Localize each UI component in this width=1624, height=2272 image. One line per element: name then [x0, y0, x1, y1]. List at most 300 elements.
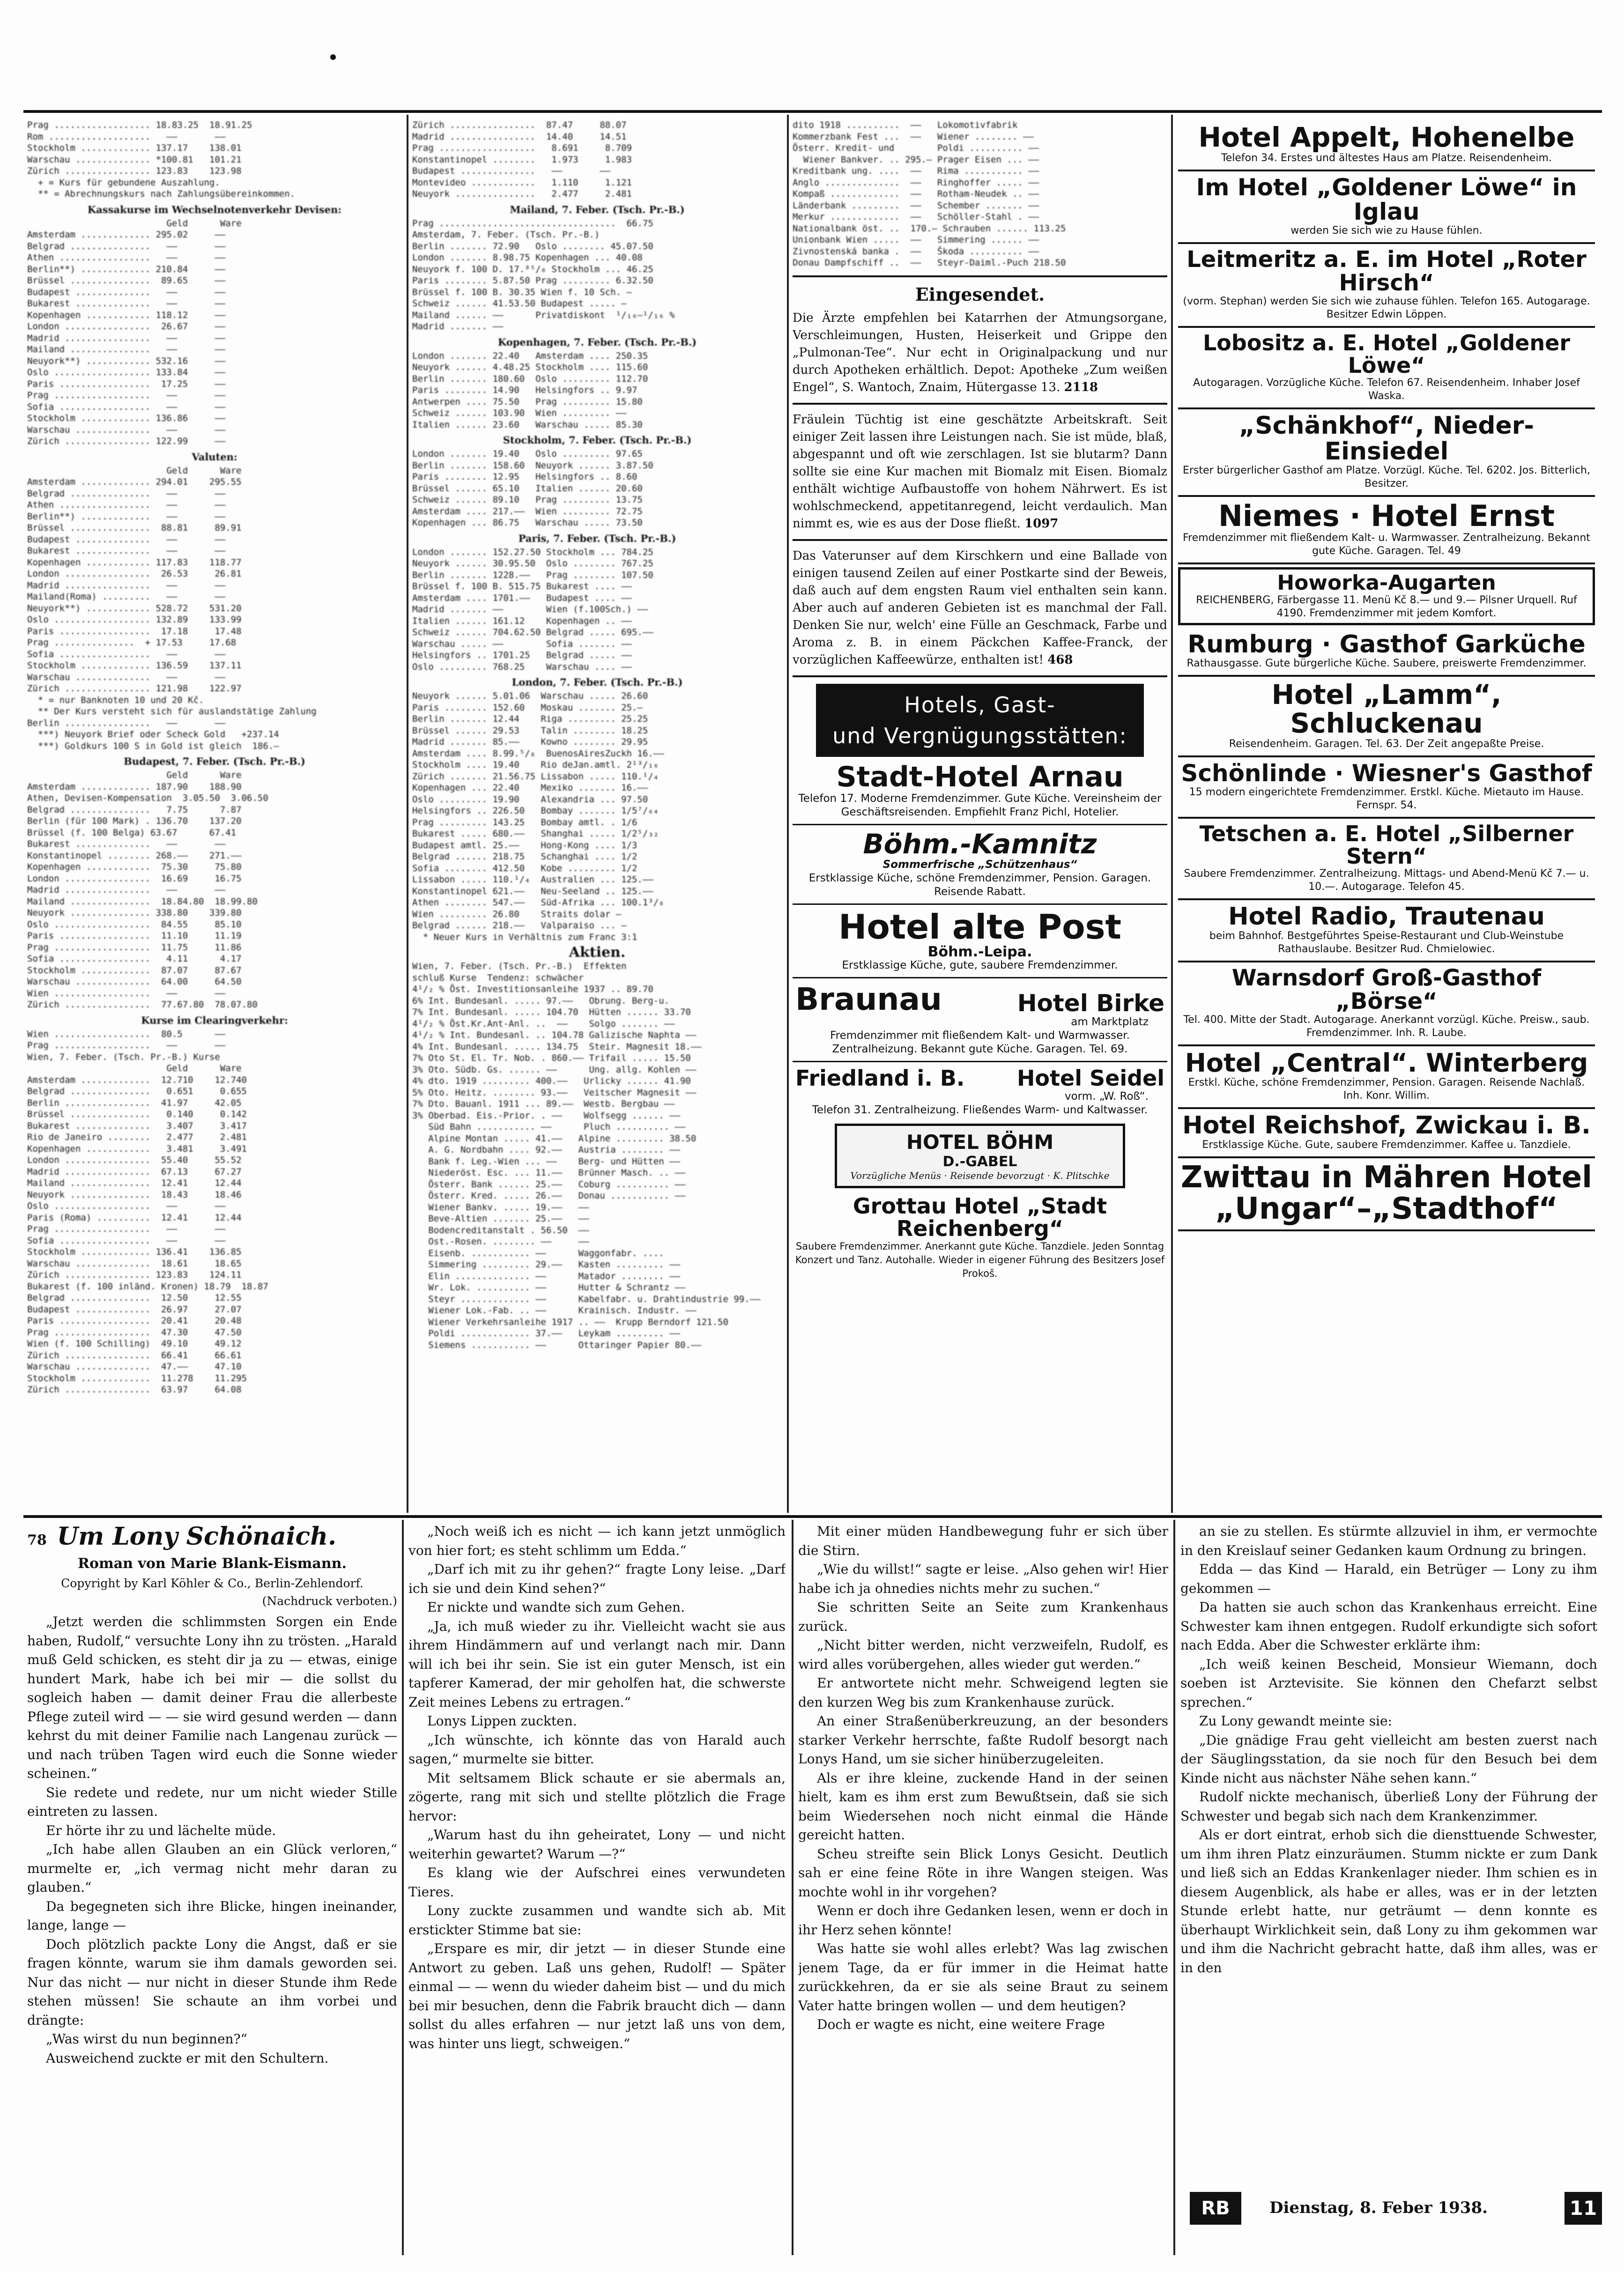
rate-row: Neuyork**) ............ 532.16 ——: [27, 355, 226, 366]
top-rule: [23, 110, 1602, 113]
divider: [793, 824, 1167, 825]
rate-row: Sofia ................. 4.11 4.17: [27, 954, 242, 964]
rate-row: Oslo .................. 133.84 ——: [27, 367, 226, 377]
rate-row: Zürich ....... 21.56.75 Lissabon ..... 110.¹/₄: [412, 771, 659, 782]
novel-paragraph: Da hatten sie auch schon das Krankenhaus erreicht. Eine Schwester kam ihnen entgegen. Rudolf erkundigte sich sofort nach Edda. Aber die Schwester erklärte ihm:: [1180, 1599, 1597, 1653]
rate-row: Stockholm ............. 137.17 138.01: [27, 143, 242, 153]
novel-paragraph: „Ich habe allen Glauben an ein Glück verloren,“ murmelte er, „ich vermag nicht mehr daran zu glauben.“: [27, 1842, 397, 1895]
rate-row: London ....... 22.40 Amsterdam .... 250.35: [412, 350, 648, 361]
hotel-ad: [1178, 244, 1595, 328]
rate-row: Paris ........ 14.90 Helsingfors .. 9.97: [412, 385, 638, 395]
hotel-ad-title: Zwittau in Mähren Hotel „Ungar“–„Stadthof“: [1180, 1160, 1593, 1227]
novel-paragraph: „Die gnädige Frau geht vielleicht am besten zuerst nach der Säuglingsstation, da sie noch für den Besuch bei dem Kinde nicht aus nächster Nähe sehen kann.“: [1180, 1732, 1597, 1786]
rate-row: Berlin**) ............. —— ——: [27, 511, 226, 522]
stock-row: Niederöst. Esc. ... 11.—— Brünner Masch. .. ——: [412, 1168, 686, 1178]
column-separator: [407, 115, 408, 1513]
rate-row: Amsterdam .... 217.—— Wien ......... 72.75: [412, 506, 643, 517]
ad-title: Grottau Hotel „Stadt Reichenberg“: [853, 1193, 1107, 1241]
novel-paragraph: „Ja, ich muß wieder zu ihr. Vielleicht wacht sie aus ihrem Hindämmern auf und verlangt nach mir. Dann will ich bei ihr sein. Sie ist ein guter Mensch, ist ein tapferer Kamerad, der mir geholfen hat, die schwerste Zeit meines Lebens zu ertragen.“: [408, 1618, 786, 1710]
rate-row: London ................ 26.53 26.81: [27, 569, 242, 579]
ad-subtitle: Sommerfrische „Schützenhaus“: [882, 858, 1077, 871]
rates-block: [412, 218, 782, 333]
rate-row: Bukarest (f. 100 inländ. Kronen) 18.79 18.87: [27, 1281, 268, 1292]
novel-header: [27, 1522, 397, 1551]
rates-heading: Budapest, 7. Feber. (Tsch. Pr.-B.): [124, 755, 305, 767]
hotel-ad: [1178, 900, 1595, 962]
rate-row: Berlin ....... 12.44 Riga ......... 25.25: [412, 714, 648, 724]
rate-row: London ................ 26.67 ——: [27, 321, 226, 332]
rate-row: Kopenhagen ... 22.40 Mexiko ....... 16.——: [412, 783, 648, 793]
rates-block: [27, 229, 402, 447]
rates-heading: Mailand, 7. Feber. (Tsch. Pr.-B.): [510, 203, 685, 215]
rate-row: Berlin ....... 180.60 Oslo ......... 112.70: [412, 373, 648, 384]
stock-row: Kommerzbank Fest ... —— Wiener ........ ——: [793, 131, 1034, 142]
rate-row: Schweiz ...... 704.62.50 Belgrad ..... 695.——: [412, 627, 653, 637]
rate-row: Paris ................. 20.41 20.48: [27, 1316, 242, 1326]
ad-title: Braunau: [795, 981, 942, 1017]
novel-text: [27, 1613, 397, 2068]
rate-row: Athen ................. —— ——: [27, 500, 226, 510]
hotel-ad-title: Tetschen a. E. Hotel „Silberner Stern“: [1199, 821, 1574, 869]
rate-row: Oslo .................. 84.55 85.10: [27, 919, 242, 930]
stock-row: Eisenb. ........... —— Waggonfabr. ....: [412, 1248, 664, 1258]
hotel-ad: [1178, 409, 1595, 497]
rate-row: Sofia ........ 412.50 Kobe ......... 1/2: [412, 863, 638, 873]
hotel-ad-title: Hotel Reichshof, Zwickau i. B.: [1182, 1111, 1591, 1140]
rate-row: ** = Abrechnungskurs nach Zahlungsübereinkommen.: [27, 189, 295, 199]
rate-row: Brüssel ............... 89.65 ——: [27, 275, 226, 286]
rate-row: Brüssel ............... 88.81 89.91: [27, 523, 242, 533]
stock-row: 6% Int. Bundesanl. ..... 97.—— Obrung. Berg-u.: [412, 995, 670, 1006]
novel-paragraph: Es klang wie der Aufschrei eines verwundeten Tieres.: [408, 1865, 786, 1900]
novel-paragraph: Wenn er doch ihre Gedanken lesen, wenn er doch in ihr Herz sehen könnte!: [798, 1903, 1168, 1938]
rate-row: * Neuer Kurs in Verhältnis zum Franc 3:1: [412, 932, 638, 942]
hotel-ad-title: Hotel Radio, Trautenau: [1228, 903, 1545, 931]
rates-block: [27, 1029, 402, 1396]
rate-row: Oslo ......... 768.25 Warschau .... ——: [412, 661, 632, 672]
rate-row: Belgrad ............... —— ——: [27, 241, 226, 252]
ad-title: Friedland i. B.: [795, 1066, 965, 1091]
hotel-ad: [1178, 1046, 1595, 1110]
divider: [793, 675, 1167, 677]
reprint-notice: (Nachdruck verboten.): [262, 1594, 397, 1608]
rate-row: Kopenhagen ............ 118.12 ——: [27, 310, 226, 320]
column-separator: [792, 1520, 793, 2255]
rate-row: Neuyork f. 100 D. 17.⁸⁵/₈ Stockholm ... 46.25: [412, 264, 653, 274]
rate-row: Italien ...... 161.12 Kopenhagen .. ——: [412, 615, 632, 626]
rate-row: ** Der Kurs versteht sich für auslandstätige Zahlung: [27, 706, 317, 717]
rate-row: Zürich ................ 122.99 ——: [27, 436, 226, 446]
ad-text: Erstklassige Küche, gute, saubere Fremdenzimmer.: [842, 959, 1118, 971]
rate-row: Neuyork ............... 18.43 18.46: [27, 1189, 242, 1200]
rate-row: Geld Ware: [27, 1063, 242, 1073]
stock-row: 7% Oto St. El. Tr. Nob. . 860.—— Trifail ..... 15.50: [412, 1053, 691, 1063]
rate-row: Neuyork ...... 30.95.50 Oslo ........ 767.25: [412, 558, 653, 569]
rate-row: Madrid ................ —— ——: [27, 580, 226, 591]
ad-braunau: [793, 983, 1167, 1015]
stock-row: Kompaß ............. —— Rotham-Neudek .. ——: [793, 189, 1039, 199]
stock-row: Österr. Bank ...... 25.—— Coburg .......... ——: [412, 1179, 686, 1190]
rate-row: Stockholm ............. 11.278 11.295: [27, 1373, 247, 1384]
rate-row: Wien ......... 26.80 Straits dolar —: [412, 909, 622, 919]
rate-row: Berlin ................ 41.97 42.05: [27, 1097, 242, 1108]
stock-row: Nationalbank öst. .. 170.— Schrauben ...... 113.25: [793, 223, 1066, 234]
hotel-ad: [1178, 757, 1595, 819]
novel-column-3: [798, 1522, 1168, 2262]
rate-row: + = Kurs für gebundene Auszahlung.: [27, 177, 220, 188]
rate-row: Kopenhagen ... 86.75 Warschau ..... 73.50: [412, 518, 643, 528]
hotel-ad-title: Howorka-Augarten: [1277, 570, 1496, 595]
stock-row: Wiener Bankv. ..... 19.—— ——: [412, 1202, 589, 1213]
rate-row: London ....... 8.98.75 Kopenhagen ... 40.08: [412, 252, 643, 263]
column-separator: [787, 115, 789, 1513]
rates-column-header: Geld Ware: [27, 465, 242, 476]
rates-heading: Stockholm, 7. Feber. (Tsch. Pr.-B.): [503, 434, 692, 446]
rate-row: Belgrad ............... 12.50 12.55: [27, 1293, 242, 1303]
rate-row: London ....... 152.27.50 Stockholm ... 784.25: [412, 547, 653, 557]
stock-row: 4% dto. 1919 ......... 400.—— Urlicky ...... 41.90: [412, 1076, 691, 1086]
rates-block: [27, 476, 402, 752]
rate-row: Athen, Devisen-Kompensation 3.05.50 3.06.50: [27, 793, 268, 803]
rate-row: Zürich ................ 77.67.80 78.07.80: [27, 999, 258, 1010]
rate-row: Mailand ............... 12.41 12.44: [27, 1178, 242, 1188]
rate-row: Schweiz ...... 41.53.50 Budapest ..... —: [412, 298, 627, 309]
page-footer: [1190, 2192, 1602, 2225]
novel-author: Roman von Marie Blank-Eismann.: [78, 1555, 347, 1572]
stock-row: 3% Oto. Südb. Gs. ...... —— Ung. allg. Kohlen ——: [412, 1064, 697, 1075]
novel-paragraph: Sie schritten Seite an Seite zum Krankenhaus zurück.: [798, 1599, 1168, 1634]
novel-paragraph: „Ich weiß keinen Bescheid, Monsieur Wiemann, doch soeben ist Arztevisite. Sie können den Chefarzt selbst sprechen.“: [1180, 1656, 1597, 1710]
notice-biomalz: Fräulein Tüchtig ist eine geschätzte Arbeitskraft. Seit einiger Zeit lassen ihre Leistungen nach. Sie ist müde, blaß, abgespannt und oft wie zerschlagen. Ist sie blutarm? Dann sollte sie eine Kur machen mit Biomalz mit Eisen. Biomalz enthält wichtige Aufbaustoffe von hohem Nährwert. Es ist wohlschmeckend, appetitanregend, leicht verdaulich. Man nimmt es, wie es aus der Dose fließt. 1097: [793, 412, 1167, 531]
hotel-ad-text: Erstklassige Küche. Gute, saubere Fremdenzimmer. Kaffee u. Tanzdiele.: [1202, 1139, 1571, 1151]
rate-row: Stockholm ............. 136.86 ——: [27, 413, 226, 423]
rate-row: Madrid ....... ——: [412, 321, 504, 332]
rate-row: Konstantinopel ........ 268.—— 271.——: [27, 850, 242, 861]
novel-copyright: Copyright by Karl Köhler & Co., Berlin-Zehlendorf.: [61, 1576, 363, 1590]
hotel-ad-title: Hotel „Lamm“, Schluckenau: [1271, 679, 1502, 740]
hotel-ad-title: Hotel Appelt, Hohenelbe: [1198, 121, 1575, 153]
rate-row: Belgrad ............... —— ——: [27, 488, 226, 499]
hotel-ad-text: Telefon 34. Erstes und ältestes Haus am Platze. Reisendenheim.: [1221, 152, 1552, 164]
rates-heading: London, 7. Feber. (Tsch. Pr.-B.): [512, 676, 683, 688]
rate-row: ***) Goldkurs 100 S in Gold ist gleich 186.—: [27, 740, 279, 751]
rates-heading: Kassakurse im Wechselnotenverkehr Devisen:: [87, 203, 342, 215]
hotel-ad-text: Erster bürgerlicher Gasthof am Platze. Vorzügl. Küche. Tel. 6202. Jos. Bitterlich, Besitzer.: [1182, 465, 1590, 490]
rate-row: ***) Neuyork Brief oder Scheck Gold +237.14: [27, 729, 279, 740]
exchange-rates-column-2: [412, 119, 782, 1510]
column-separator: [1171, 115, 1173, 1513]
rate-row: Amsterdam ............. 295.02 ——: [27, 229, 226, 240]
stock-row: Wr. Lok. .......... —— Hutter & Schrantz ——: [412, 1282, 686, 1293]
rate-row: Paris ........ 5.87.50 Prag ......... 6.32.50: [412, 275, 653, 286]
hotel-ad: [1178, 119, 1595, 171]
novel-paragraph: an sie zu stellen. Es stürmte allzuviel in ihm, er vermochte in den Kreislauf seiner Gedanken kaum Ordnung zu bringen.: [1180, 1524, 1597, 1558]
rates-column-header: Geld Ware: [27, 218, 242, 229]
novel-paragraph: Da begegneten sich ihre Blicke, hingen ineinander, lange, lange —: [27, 1898, 397, 1933]
ad-subtitle: Böhm.-Leipa.: [927, 943, 1032, 960]
ad-text: Telefon 17. Moderne Fremdenzimmer. Gute Küche. Vereinsheim der Geschäftsreisenden. Empfiehlt Franz Pichl, Hotelier.: [798, 792, 1162, 818]
rate-row: Madrid ................ —— ——: [27, 885, 226, 895]
rates-heading: Kurse im Clearingverkehr:: [141, 1014, 288, 1026]
rate-row: Oslo .................. —— ——: [27, 1201, 226, 1211]
stock-row: 4¹/₂ % Int. Bundesanl. .. 104.78 Galizische Naphta ——: [412, 1030, 697, 1040]
rate-row: Brüssel ............... 0.140 0.142: [27, 1109, 247, 1119]
stock-row: 7% Int. Bundesanl. ..... 104.70 Hütten ...... 33.70: [412, 1007, 691, 1017]
rate-row: Rom ................... —— ——: [27, 131, 226, 142]
hotel-ad-text: Rathausgasse. Gute bürgerliche Küche. Saubere, preiswerte Fremdenzimmer.: [1186, 658, 1587, 670]
rate-row: Amsterdam ............. 294.01 295.55: [27, 477, 242, 487]
divider: [793, 275, 1167, 277]
rate-row: Schweiz ...... 103.90 Wien ......... ——: [412, 408, 627, 418]
hotel-ad-title: „Schänkhof“, Nieder-Einsiedel: [1239, 412, 1534, 466]
stock-row: Kreditbank ung. .... —— Rima ........... ——: [793, 166, 1039, 176]
hotel-ad: [1178, 962, 1595, 1046]
ad-title: Hotel Seidel: [1016, 1066, 1164, 1091]
divider: [793, 977, 1167, 978]
stock-row: Siemens ........... —— Ottaringer Papier 80.——: [412, 1340, 702, 1350]
novel-paragraph: Scheu streifte sein Blick Lonys Gesicht. Deutlich sah er eine feine Röte in ihre Wangen steigen. Was mochte wohl in ihr vorgehen?: [798, 1846, 1168, 1900]
rate-row: Kopenhagen ............ 75.30 75.80: [27, 862, 242, 872]
page-number: 11: [1565, 2192, 1602, 2225]
rate-row: Sofia ................. —— ——: [27, 649, 226, 659]
novel-paragraph: Ausweichend zuckte er mit den Schultern.: [46, 2050, 329, 2066]
novel-paragraph: „Darf ich mit zu ihr gehen?“ fragte Lony leise. „Darf ich sie und dein Kind sehen?“: [408, 1562, 786, 1596]
rates-block: [412, 350, 782, 431]
ad-text: Saubere Fremdenzimmer. Anerkannt gute Küche. Tanzdiele. Jeden Sonntag Konzert und Tanz. Autohalle. Wieder in eigener Führung des Besitzers Josef Prokoš.: [795, 1241, 1165, 1280]
novel-paragraph: Was hatte sie wohl alles erlebt? Was lag zwischen jenem Tage, da er für immer in die Heimat hatte zurückkehren, da er sie als seine Braut zu seinem Vater hatte bringen wollen — und dem heutigen?: [798, 1941, 1168, 2013]
rates-block: [27, 119, 402, 200]
notice-kaffee-franck: Das Vaterunser auf dem Kirschkern und eine Ballade von einigen tausend Zeilen auf einer Postkarte sind der Beweis, daß auch auf dem engsten Raum viel enthalten sein kann. Aber auch auf anderen Gebieten ist es manchmal der Fall. Denken Sie nur, welch' eine Fülle an Geschmack, Farbe und Aroma z. B. in einem Päckchen Kaffee-Franck, der vorzüglichen Kaffeewürze, enthalten ist! 468: [793, 548, 1167, 667]
rate-row: Prag .................. 8.691 8.709: [412, 143, 632, 153]
rate-row: Warschau .............. 18.61 18.65: [27, 1258, 242, 1269]
rate-row: Budapest .............. 26.97 27.07: [27, 1304, 242, 1315]
hotel-ad: [1178, 819, 1595, 901]
rate-row: Paris ................. 17.25 ——: [27, 378, 226, 389]
rate-row: Kopenhagen ............ 117.83 118.77: [27, 557, 242, 568]
stock-row: 5% Oto. Heitz. ........ 93.—— Veitscher Magnesit ——: [412, 1087, 697, 1098]
rate-row: Stockholm ............. 87.07 87.67: [27, 965, 242, 976]
stock-row: Ost.-Rosen. ........ —— ——: [412, 1236, 589, 1247]
rate-row: Warschau .............. 64.00 64.50: [27, 977, 242, 987]
stock-row: Wien, 7. Feber. (Tsch. Pr.-B.) Effekten: [412, 961, 627, 971]
rate-row: Prag ......... 143.25 Bombay amtl. . 1/6: [412, 817, 638, 828]
rate-row: Paris ................. 11.10 11.19: [27, 931, 242, 941]
rates-block: [412, 448, 782, 529]
hotel-ad: [1178, 677, 1595, 757]
novel-paragraph: „Wie du willst!“ sagte er leise. „Also gehen wir! Hier habe ich ja ohnedies nichts mehr zu suchen.“: [798, 1562, 1168, 1596]
rate-row: Bukarest .............. 3.407 3.417: [27, 1120, 247, 1131]
divider: [793, 539, 1167, 541]
novel-paragraph: „Erspare es mir, dir jetzt — in dieser Stunde eine Antwort zu geben. Laß uns gehen, Rudolf! — Später einmal — — wenn du wieder daheim bist — und du mich bei mir besuchen, denn die Fabrik braucht dich — dann sollst du alles erfahren — nur jetzt laß uns von dem, was hinter uns liegt, schweigen.“: [408, 1941, 786, 2051]
hotel-ad-text: REICHENBERG, Färbergasse 11. Menü Kč 8.— und 9.— Pilsner Urquell. Ruf 4190. Fremdenzimmer mit jedem Komfort.: [1196, 594, 1577, 619]
rate-row: Prag .................. —— ——: [27, 1040, 226, 1051]
rate-row: Zürich ................ 123.83 124.11: [27, 1270, 242, 1280]
novel-paragraph: Doch er wagte es nicht, eine weitere Frage: [817, 2017, 1105, 2032]
novel-column-1: [27, 1522, 397, 2262]
divider: [793, 1061, 1167, 1062]
hotel-ads-list: [1178, 119, 1595, 1231]
rate-row: Bukarest .............. —— ——: [27, 546, 226, 556]
rate-row: Montevideo ............ 1.110 1.121: [412, 177, 632, 188]
rate-row: Madrid ....... 85.—— Kowno ........ 29.95: [412, 737, 648, 747]
hotel-ad-text: Fremdenzimmer mit fließendem Kalt- u. Warmwasser. Zentralheizung. Bekannt gute Küche. Garagen. Tel. 49: [1183, 532, 1590, 557]
rate-row: Konstantinopel ........ 1.973 1.983: [412, 154, 632, 165]
hotel-ad-text: Erstkl. Küche, schöne Fremdenzimmer, Pension. Garagen. Reisende Nachlaß. Inh. Konr. Willim.: [1188, 1077, 1585, 1102]
novel-paragraph: Er antwortete nicht mehr. Schweigend legten sie den kurzen Weg bis zum Krankenhause zurück.: [798, 1675, 1168, 1710]
rate-row: Prag .................. 47.30 47.50: [27, 1327, 242, 1338]
rate-row: Neuyork ...... 5.01.06 Warschau ..... 26.60: [412, 691, 648, 701]
stock-row: Poldi ............. 37.—— Leykam ......... ——: [412, 1328, 680, 1339]
rate-row: Zürich ................ 87.47 88.07: [412, 120, 627, 130]
rate-row: Bukarest .............. —— ——: [27, 298, 226, 309]
stock-row: 4¹/₂ % Öst. Investitionsanleihe 1937 .. 89.70: [412, 984, 653, 994]
rate-row: Berlin ....... 72.90 Oslo ........ 45.07.50: [412, 241, 653, 252]
eingesendet-text: Die Ärzte empfehlen bei Katarrhen der Atmungsorgane, Verschleimungen, Husten, Heiserkeit und Grippe den „Pulmonan-Tee“. Nur echt in Originalpackung und nur durch Apotheken erhältlich. Depot: Apotheke „Zum weißen Engel“, S. Wantoch, Znaim, Hütergasse 13. 2118: [793, 311, 1167, 394]
novel-paragraph: „Noch weiß ich es nicht — ich kann jetzt unmöglich von hier fort; es steht schlimm um Edda.“: [408, 1524, 786, 1558]
novel-paragraph: Sie redete und redete, nur um nicht wieder Stille eintreten zu lassen.: [27, 1784, 397, 1819]
column-separator: [402, 1520, 404, 2255]
rate-row: Italien ...... 23.60 Warschau ..... 85.30: [412, 419, 643, 430]
notices-column: [793, 119, 1167, 1510]
rate-row: Madrid ................ —— ——: [27, 333, 226, 343]
rate-row: Berlin (für 100 Mark) . 136.70 137.20: [27, 816, 242, 826]
hotel-ad: [1178, 171, 1595, 244]
stock-row: Wiener Bankver. .. 295.— Prager Eisen ... ——: [793, 154, 1039, 165]
novel-paragraph: Rudolf nickte mechanisch, überließ Lony der Führung der Schwester und begab sich nach dem Krankenzimmer.: [1180, 1789, 1597, 1824]
ad-text: Fremdenzimmer mit fließendem Kalt- und Warmwasser. Zentralheizung. Bekannt gute Küche. Garagen. Tel. 69.: [830, 1029, 1130, 1056]
stock-row: dito 1918 .......... —— Lokomotivfabrik: [793, 120, 1018, 130]
rate-row: London ................ 55.40 55.52: [27, 1155, 242, 1165]
novel-paragraph: „Jetzt werden die schlimmsten Sorgen ein Ende haben, Rudolf,“ versuchte Lony ihn zu trösten. „Harald muß Geld schicken, es steht dir ja zu — etwas, einige hundert Mark, habe ich bei mir — die sollst du sogleich haben — damit deiner Frau die allerbeste Pflege zuteil wird — — sie wird gesund werden — dann kehrst du mit deiner Familie nach Langenau zurück — und nach trüben Tagen wird euch die Sonne wieder scheinen.“: [27, 1614, 397, 1781]
stock-row: Donau Dampfschiff .. —— Steyr-Daiml.-Puch 218.50: [793, 258, 1066, 268]
hotel-ad-title: Schönlinde · Wiesner's Gasthof: [1181, 760, 1592, 787]
rate-row: Paris ................. 17.18 17.48: [27, 626, 242, 636]
stock-row: Steyr ............. —— Kabelfabr. u. Drahtindustrie 99.——: [412, 1294, 761, 1304]
rates-heading: Paris, 7. Feber. (Tsch. Pr.-B.): [518, 532, 676, 544]
rate-row: Warschau .............. —— ——: [27, 424, 226, 435]
hotel-ad-text: werden Sie sich wie zu Hause fühlen.: [1290, 224, 1483, 237]
banner-line: Hotels, Gast-: [904, 692, 1056, 718]
rate-row: Antwerpen .... 75.50 Prag ......... 15.80: [412, 396, 643, 407]
hotel-ad-title: Lobositz a. E. Hotel „Goldener Löwe“: [1203, 330, 1570, 378]
rate-row: Wien, 7. Feber. (Tsch. Pr.-B.) Kurse: [27, 1051, 220, 1062]
rate-row: Paris (Roma) .......... 12.41 12.44: [27, 1212, 242, 1223]
novel-paragraph: Zu Lony gewandt meinte sie:: [1199, 1713, 1393, 1729]
stock-row: Süd Bahn ........... —— Pluch .......... ——: [412, 1122, 686, 1132]
rate-row: Brüssel f. 100 B. 515.75 Bukarest .... ——: [412, 581, 632, 592]
rate-row: Madrid ................ 67.13 67.27: [27, 1166, 242, 1177]
hotel-ad-title: Rumburg · Gasthof Garküche: [1187, 630, 1586, 659]
rate-row: London ................ 16.69 16.75: [27, 873, 242, 884]
novel-paragraph: „Nicht bitter werden, nicht verzweifeln, Rudolf, es wird alles vorübergehen, alles wieder gut werden.“: [798, 1637, 1168, 1672]
stock-row: 4% Int. Bundesanl. ..... 134.75 Steir. Magnesit 18.——: [412, 1041, 702, 1052]
hotel-ad: [1178, 328, 1595, 410]
rate-row: Warschau .............. —— ——: [27, 672, 226, 682]
novel-title: Um Lony Schönaich.: [57, 1522, 337, 1551]
stock-row: 4¹/₂ % Öst.Kr.Ant-Anl. .. —— Solgo ....... ——: [412, 1018, 675, 1029]
rates-block: [412, 690, 782, 943]
rate-row: Brüssel (f. 100 Belga) 63.67 67.41: [27, 827, 237, 838]
rate-row: Neuyork**) ............ 528.72 531.20: [27, 603, 242, 614]
novel-paragraph: Lonys Lippen zuckten.: [427, 1713, 577, 1729]
rate-row: Schweiz ...... 89.10 Prag ......... 13.75: [412, 495, 643, 505]
stocks-block: [412, 961, 782, 1351]
column-separator: [1173, 1520, 1175, 2255]
issue-date: Dienstag, 8. Feber 1938.: [1269, 2198, 1488, 2217]
stock-row: Länderbank ......... —— Schember ....... ——: [793, 200, 1039, 211]
novel-paragraph: Mit einer müden Handbewegung fuhr er sich über die Stirn.: [798, 1524, 1168, 1558]
rate-row: Prag .................. 18.83.25 18.91.25: [27, 120, 252, 130]
rate-row: Sofia ................. —— ——: [27, 401, 226, 412]
stock-row: Unionbank Wien ..... —— Simmering ...... ——: [793, 235, 1039, 245]
novel-text: [408, 1522, 786, 2053]
hotel-ad: [1178, 497, 1595, 564]
rate-row: Madrid ....... —— Wien (f.100Sch.) ——: [412, 604, 648, 614]
stock-row: Simmering ......... 29.—— Kasten ......... ——: [412, 1259, 680, 1270]
rate-row: Prag ............... + 17.53 17.68: [27, 637, 237, 648]
ad-title: Stadt-Hotel Arnau: [836, 760, 1124, 793]
rate-row: Helsingfors .. 226.50 Bombay ....... 1/5⁷/₆₄: [412, 806, 659, 816]
stock-row: Bank f. Leg.-Wien ... —— Berg- und Hütten ——: [412, 1156, 680, 1167]
rate-row: Wien .................. —— ——: [27, 988, 226, 999]
rate-row: Berlin ....... 158.60 Neuyork ...... 3.87.50: [412, 460, 653, 471]
hotel-ad-text: 15 modern eingerichtete Fremdenzimmer. Erstkl. Küche. Mietauto im Hause. Fernspr. 54.: [1189, 786, 1584, 811]
rate-row: Amsterdam ............. 12.710 12.740: [27, 1074, 247, 1085]
rate-row: Wien (f. 100 Schilling) 49.10 49.12: [27, 1339, 242, 1349]
rate-row: Warschau ..... —— Sofia ....... ——: [412, 638, 632, 649]
rate-row: Berlin ................ —— ——: [27, 718, 226, 728]
rate-row: Athen ........ 547.—— Süd-Afrika ... 100.1³/₈: [412, 897, 664, 908]
rate-row: Prag .................. —— ——: [27, 390, 226, 400]
rate-row: Oslo .................. 132.89 133.99: [27, 614, 242, 625]
stock-row: 7% Dto. Bauanl. 1911 ... 89.—— Westb. Bergbau ——: [412, 1099, 675, 1109]
ad-subtitle: vorm. „W. Roß“.: [1064, 1090, 1149, 1103]
ad-title: Hotel alte Post: [838, 907, 1121, 947]
hotel-ad: [1178, 1158, 1595, 1231]
hotel-ad-text: beim Bahnhof. Bestgeführtes Speise-Restaurant und Club-Weinstube Rathauslaube. Besitzer Rud. Chmielowiec.: [1209, 930, 1564, 955]
rate-row: Bukarest ..... 680.—— Shanghai ..... 1/2⁵/₃₂: [412, 829, 659, 839]
divider: [793, 903, 1167, 905]
hotel-ad-text: (vorm. Stephan) werden Sie sich wie zuhause fühlen. Telefon 165. Autogarage. Besitzer Edwin Löppen.: [1183, 295, 1590, 320]
novel-paragraph: Als er ihre kleine, zuckende Hand in der seinen hielt, kam es ihm erst zum Bewußtsein, daß sie sich beim Wiedersehen noch nicht einmal die Hände gereicht hatten.: [798, 1770, 1168, 1843]
rate-row: Helsingfors .. 1701.25 Belgrad ..... ——: [412, 650, 632, 660]
novel-paragraph: „Warum hast du ihn geheiratet, Lony — und nicht weiterhin gewartet? Warum —?“: [408, 1827, 786, 1862]
hotel-ad: [1178, 1109, 1595, 1158]
stock-row: Zivnostenská banka . —— Škoda .......... ——: [793, 246, 1039, 257]
novel-paragraph: Edda — das Kind — Harald, ein Betrüger — Lony zu ihm gekommen —: [1180, 1562, 1597, 1596]
rate-row: Brüssel ...... 29.53 Talin ........ 18.25: [412, 725, 648, 736]
rates-block: [412, 119, 782, 200]
rate-row: Budapest amtl. 25.—— Hong-Kong .... 1/3: [412, 840, 638, 851]
ad-friedland: [793, 1067, 1167, 1089]
stamp-title: HOTEL BÖHM: [906, 1130, 1054, 1154]
eingesendet-title: Eingesendet.: [915, 283, 1045, 305]
hotel-ad-text: Reisendenheim. Garagen. Tel. 63. Der Zeit angepaßte Preise.: [1229, 738, 1544, 750]
rate-row: Mailand(Roma) ......... —— ——: [27, 592, 226, 602]
rate-row: Stockholm ............. 136.41 136.85: [27, 1247, 242, 1257]
rate-row: Amsterdam .... 8.99.⁵/₈ BuenosAiresZuckh 16.——: [412, 748, 664, 759]
rate-row: Zürich ................ 66.41 66.61: [27, 1350, 242, 1361]
rate-row: Stockholm .... 19.40 Rio deJan.amtl. 2¹³/₁₆: [412, 760, 659, 770]
rate-row: Mailand ...... —— Privatdiskont ¹/₁₆—¹/₁₆ %: [412, 310, 675, 320]
rate-row: Madrid ................ 14.40 14.51: [412, 131, 627, 142]
stock-row: Österr. Kred. ..... 26.—— Donau ........... ——: [412, 1191, 686, 1201]
rate-row: Belgrad ...... 218.75 Schanghai .... 1/2: [412, 851, 638, 862]
rate-row: Berlin ....... 1228.—— Prag ........ 107.50: [412, 570, 653, 580]
hotel-boehm-stamp: [835, 1124, 1125, 1188]
rate-row: Lissabon ..... 110.¹/₄ Australien ... 125.——: [412, 874, 653, 885]
novel-paragraph: „Ich wünschte, ich könnte das von Harald auch sagen,“ murmelte sie bitter.: [408, 1732, 786, 1767]
